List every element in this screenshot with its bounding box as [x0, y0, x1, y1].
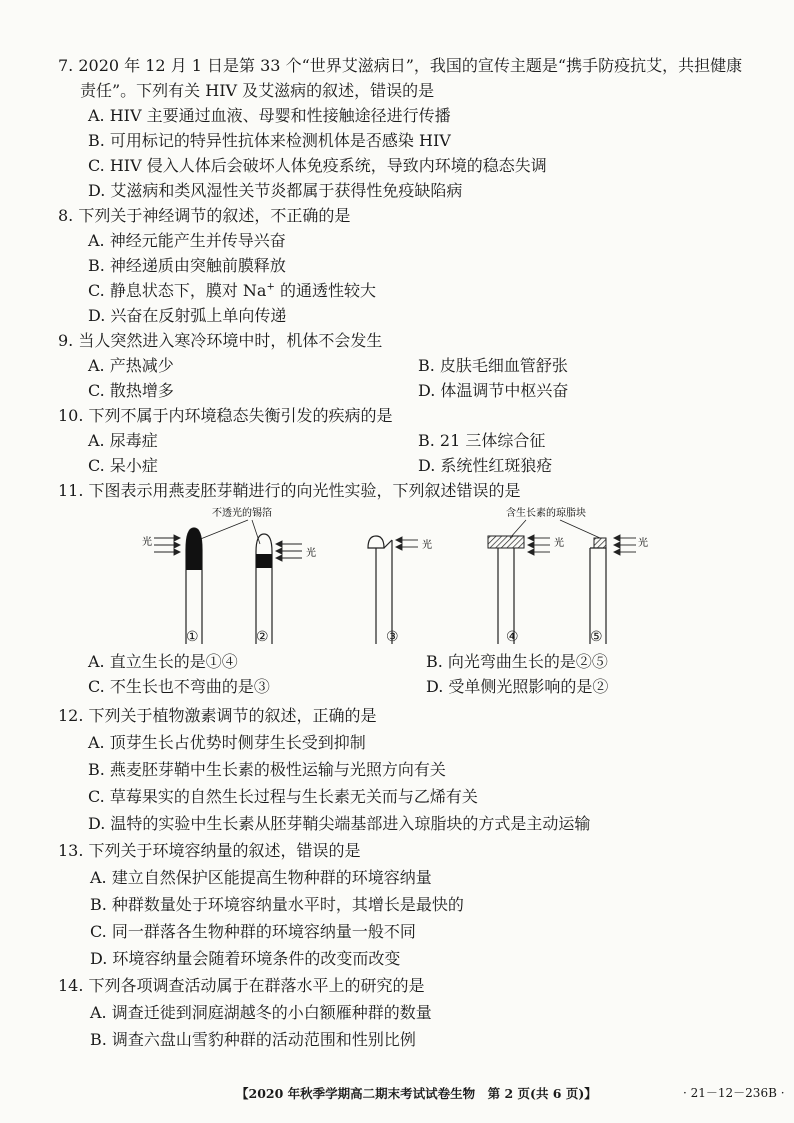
coleoptile-4 — [488, 535, 564, 644]
q13-stem: 13. 下列关于环境容纳量的叙述，错误的是 — [58, 841, 361, 860]
q7-option-c: C. HIV 侵入人体后会破坏人体免疫系统，导致内环境的稳态失调 — [88, 156, 547, 175]
figure-number-2: ② — [256, 629, 269, 645]
q8-option-a: A. 神经元能产生并传导兴奋 — [88, 231, 286, 250]
q11-stem: 11. 下图表示用燕麦胚芽鞘进行的向光性实验，下列叙述错误的是 — [58, 481, 521, 500]
light-label-5: 光 — [638, 538, 648, 549]
q12-option-c: C. 草莓果实的自然生长过程与生长素无关而与乙烯有关 — [88, 787, 478, 806]
q7-stem-line1: 7. 2020 年 12 月 1 日是第 33 个“世界艾滋病日”，我国的宣传主题是“携手防疫抗艾，共担健康 — [58, 56, 743, 75]
figure-number-3: ③ — [386, 629, 399, 645]
q11-option-d: D. 受单侧光照影响的是② — [426, 677, 609, 696]
light-label-3: 光 — [422, 540, 432, 551]
q10-option-d: D. 系统性红斑狼疮 — [418, 456, 553, 475]
q10-option-b: B. 21 三体综合征 — [418, 431, 546, 450]
exam-code: · 21－12－236B · — [683, 1086, 785, 1100]
light-label-4: 光 — [554, 538, 564, 549]
q13-option-d: D. 环境容纳量会随着环境条件的改变而改变 — [90, 949, 401, 968]
q10-option-a: A. 尿毒症 — [88, 431, 158, 450]
q7-option-b: B. 可用标记的特异性抗体来检测机体是否感染 HIV — [88, 131, 451, 150]
page-footer: 【2020 年秋季学期高二期末考试试卷生物 第 2 页(共 6 页)】 — [236, 1086, 597, 1101]
q9-option-a: A. 产热减少 — [88, 356, 174, 375]
q8-stem: 8. 下列关于神经调节的叙述，不正确的是 — [58, 206, 351, 225]
figure-number-4: ④ — [506, 629, 519, 645]
light-label-2: 光 — [306, 548, 316, 559]
q9-option-d: D. 体温调节中枢兴奋 — [418, 381, 569, 400]
q9-stem: 9. 当人突然进入寒冷环境中时，机体不会发生 — [58, 331, 383, 350]
label-foil: 不透光的锡箔 — [212, 508, 272, 519]
figure-number-5: ⑤ — [590, 629, 603, 645]
q14-stem: 14. 下列各项调查活动属于在群落水平上的研究的是 — [58, 976, 425, 995]
q13-option-a: A. 建立自然保护区能提高生物种群的环境容纳量 — [90, 868, 432, 887]
figure-number-1: ① — [186, 629, 199, 645]
q9-option-b: B. 皮肤毛细血管舒张 — [418, 356, 568, 375]
q14-option-a: A. 调查迁徙到洞庭湖越冬的小白额雁种群的数量 — [90, 1003, 432, 1022]
light-label-1: 光 — [142, 537, 152, 548]
q11-option-a: A. 直立生长的是①④ — [88, 652, 238, 671]
q12-option-b: B. 燕麦胚芽鞘中生长素的极性运输与光照方向有关 — [88, 760, 446, 779]
q7-stem-line2: 责任”。下列有关 HIV 及艾滋病的叙述，错误的是 — [80, 81, 435, 100]
q8-option-c: C. 静息状态下，膜对 Na+ 的通透性较大 — [88, 281, 376, 300]
q7-option-d: D. 艾滋病和类风湿性关节炎都属于获得性免疫缺陷病 — [88, 181, 463, 200]
q12-option-d: D. 温特的实验中生长素从胚芽鞘尖端基部进入琼脂块的方式是主动运输 — [88, 814, 591, 833]
q11-option-c: C. 不生长也不弯曲的是③ — [88, 677, 270, 696]
q14-option-b: B. 调查六盘山雪豹种群的活动范围和性别比例 — [90, 1030, 416, 1049]
coleoptile-3 — [368, 536, 432, 644]
q7-option-a: A. HIV 主要通过血液、母婴和性接触途径进行传播 — [88, 106, 451, 125]
q11-option-b: B. 向光弯曲生长的是②⑤ — [426, 652, 608, 671]
q12-option-a: A. 顶芽生长占优势时侧芽生长受到抑制 — [88, 733, 366, 752]
q9-option-c: C. 散热增多 — [88, 381, 174, 400]
q8-option-b: B. 神经递质由突触前膜释放 — [88, 256, 286, 275]
q13-option-c: C. 同一群落各生物种群的环境容纳量一般不同 — [90, 922, 416, 941]
q10-option-c: C. 呆小症 — [88, 456, 158, 475]
q13-option-b: B. 种群数量处于环境容纳量水平时，其增长是最快的 — [90, 895, 464, 914]
q12-stem: 12. 下列关于植物激素调节的叙述，正确的是 — [58, 706, 377, 725]
q10-stem: 10. 下列不属于内环境稳态失衡引发的疾病的是 — [58, 406, 393, 425]
q8-option-d: D. 兴奋在反射弧上单向传递 — [88, 306, 287, 325]
label-agar: 含生长素的琼脂块 — [506, 508, 586, 519]
